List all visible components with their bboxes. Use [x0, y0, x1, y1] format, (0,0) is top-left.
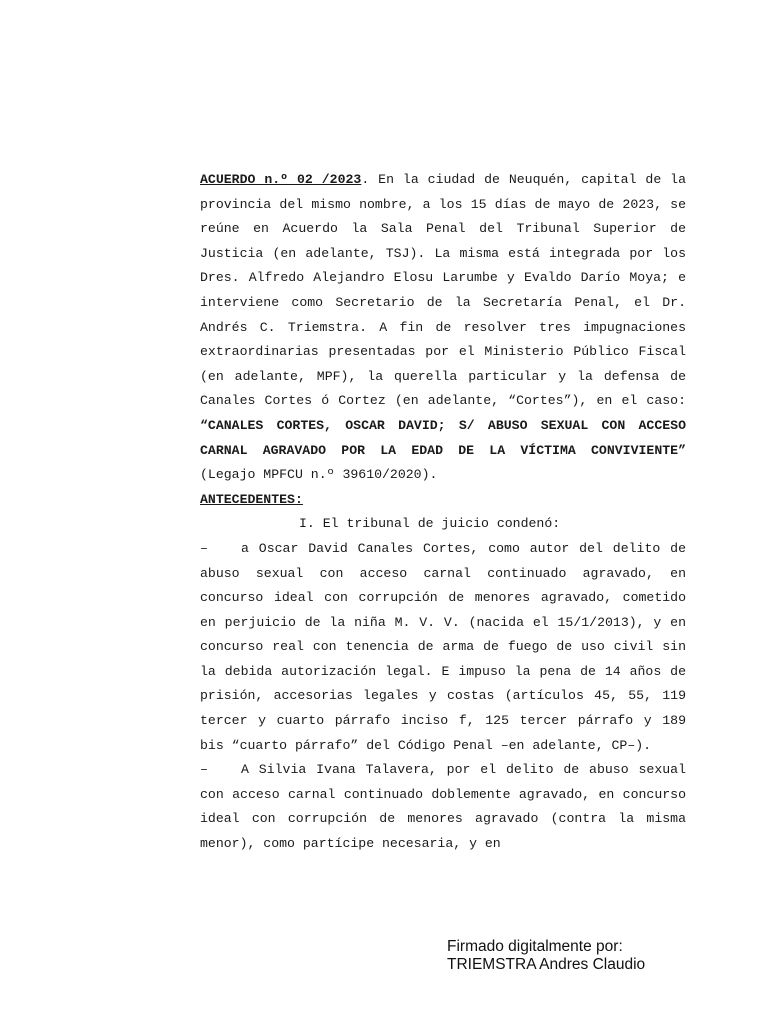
item-i: I. El tribunal de juicio condenó: [299, 516, 561, 532]
list-item-text: A Silvia Ivana Talavera, por el delito de abuso sexual con acceso carnal continuado doblemente agravado, en concurso ideal con corrupción de menores agravado (contra la misma menor), como partícipe necesaria, y en [200, 762, 686, 852]
antecedentes-heading-line [200, 488, 686, 513]
opening-paragraph [200, 168, 686, 488]
legajo-reference: (Legajo MPFCU n.º 39610/2020). [200, 467, 438, 483]
list-item [200, 537, 686, 758]
antecedentes-heading: ANTECEDENTES: [200, 491, 303, 507]
dash-bullet: – [200, 540, 208, 556]
signer-name: TRIEMSTRA Andres Claudio [447, 955, 646, 973]
list-item [200, 758, 686, 856]
signature-label: Firmado digitalmente por: [447, 938, 623, 955]
dash-bullet: – [200, 762, 208, 778]
list-item-text: a Oscar David Canales Cortes, como autor del delito de abuso sexual con acceso carnal continuado agravado, en concurso ideal con corrupción de menores agravado, cometido en perjuicio de la niña M. V. V. (nacida el 15/1/2013), y en concurso real con tenencia de arma de fuego de uso civil sin la debida autorización legal. E impuso la pena de 14 años de prisión, accesorias legales y costas (artículos 45, 55, 119 tercer y cuarto párrafo inciso f, 125 tercer párrafo y 189 bis “cuarto párrafo” del Código Penal –en adelante, CP–). [200, 540, 686, 753]
agreement-title: ACUERDO n.º 02 /2023 [200, 172, 362, 187]
case-title: “CANALES CORTES, OSCAR DAVID; S/ ABUSO SEXUAL CON ACCESO CARNAL AGRAVADO POR LA EDAD DE LA VÍCTIMA CONVIVIENTE” [200, 417, 686, 458]
opening-text: . En la ciudad de Neuquén, capital de la provincia del mismo nombre, a los 15 días de mayo de 2023, se reúne en Acuerdo la Sala Penal del Tribunal Superior de Justicia (en adelante, TSJ). La misma está integrada por los Dres. Alfredo Alejandro Elosu Larumbe y Evaldo Darío Moya; e interviene como Secretario de la Secretaría Penal, el Dr. Andrés C. Triemstra. A fin de resolver tres impugnaciones extraordinarias presentadas por el Ministerio Público Fiscal (en adelante, MPF), la querella particular y la defensa de Canales Cortes ó Cortez (en adelante, “Cortes”), en el caso: [200, 172, 686, 409]
document-body [200, 168, 686, 857]
digital-signature [447, 938, 645, 973]
